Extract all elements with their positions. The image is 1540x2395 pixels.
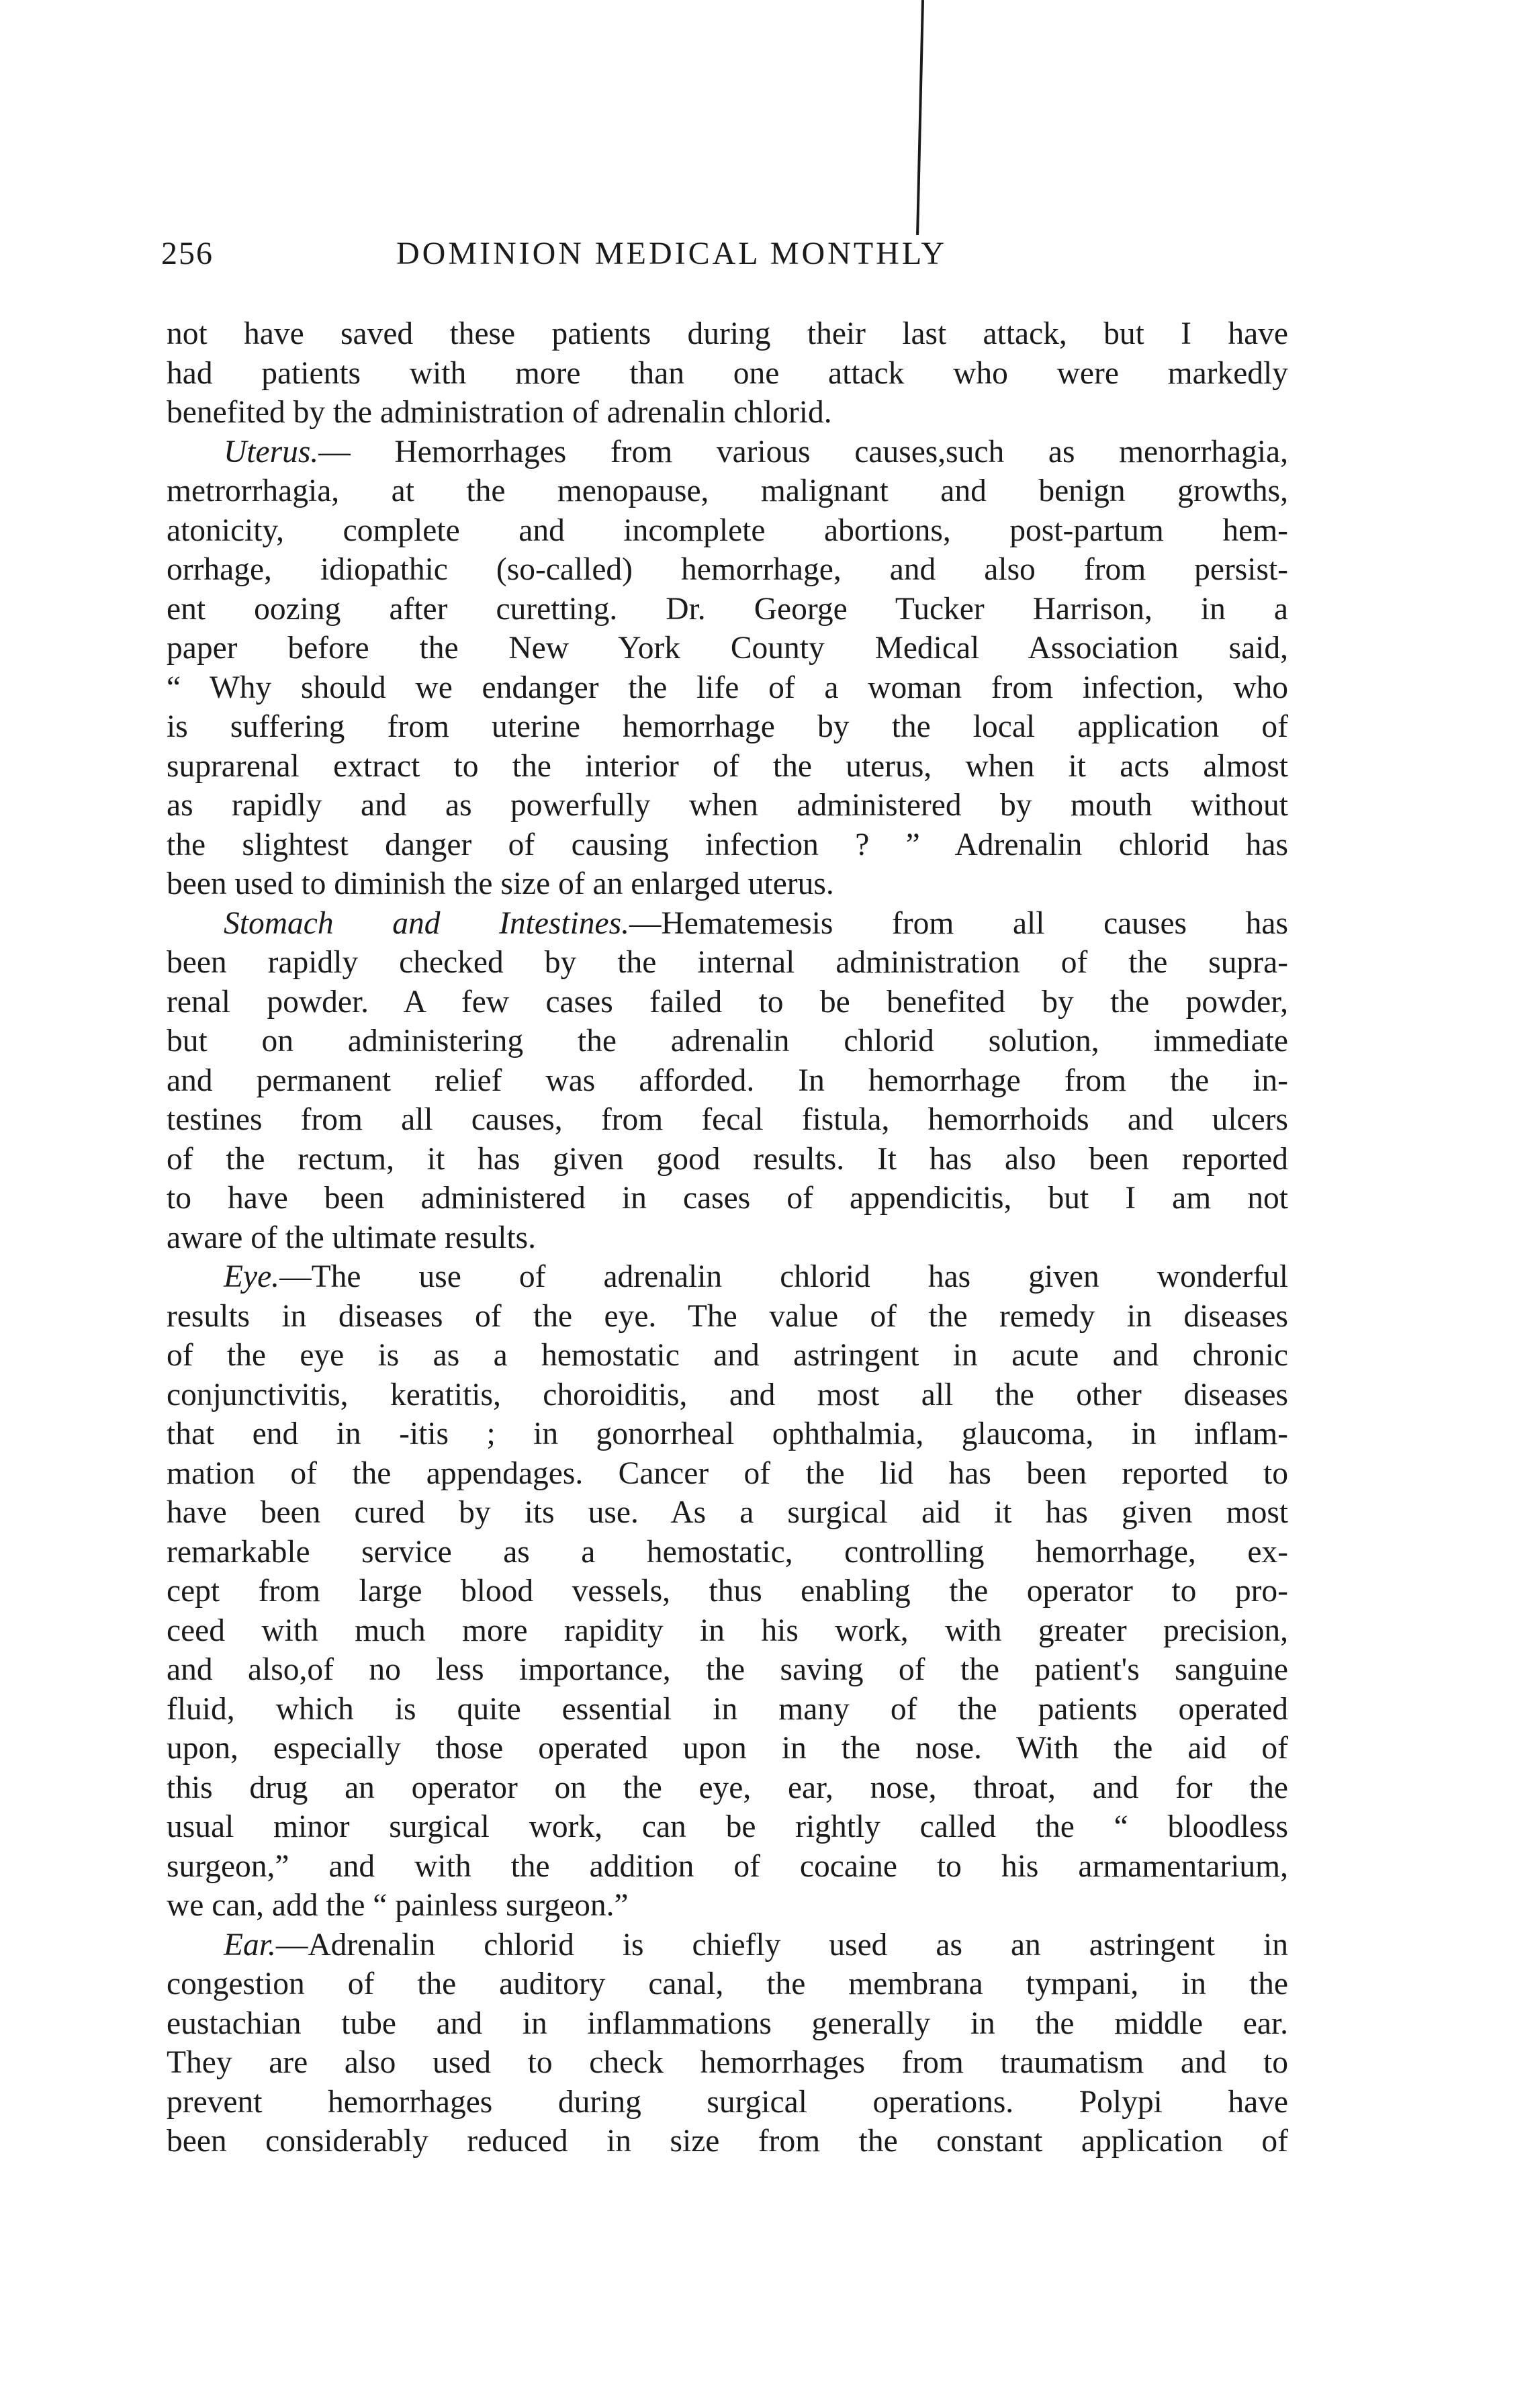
text-line: eustachian tube and in inflammations generally in the middle ear.: [167, 2005, 1288, 2041]
text-line: to have been administered in cases of appendicitis, but I am not: [167, 1181, 1288, 1216]
text-line-content: —Adrenalin chlorid is chiefly used as an astringent in: [275, 1927, 1288, 1962]
page-number: 256: [161, 236, 214, 271]
text-line: is suffering from uterine hemorrhage by the local application of: [167, 709, 1288, 744]
text-line: [167, 1257, 1288, 1297]
text-line: had patients with more than one attack who were markedly: [167, 355, 1288, 391]
text-line: been used to diminish the size of an enlarged uterus.: [167, 866, 834, 901]
text-line: usual minor surgical work, can be rightly called the “ bloodless: [167, 1809, 1288, 1844]
text-line: congestion of the auditory canal, the membrana tympani, in the: [167, 1967, 1288, 2001]
text-line: the slightest danger of causing infection ? ” Adrenalin chlorid has: [167, 827, 1288, 862]
text-line: prevent hemorrhages during surgical operations. Polypi have: [167, 2084, 1288, 2120]
text-line: renal powder. A few cases failed to be benefited by the powder,: [167, 984, 1288, 1020]
text-line: of the eye is as a hemostatic and astringent in acute and chronic: [167, 1338, 1288, 1373]
text-line: [167, 1926, 1288, 1965]
text-line: benefited by the administration of adrenalin chlorid.: [167, 395, 832, 430]
text-line: of the rectum, it has given good results. It has also been reported: [167, 1141, 1288, 1177]
text-line: suprarenal extract to the interior of the uterus, when it acts almost: [167, 748, 1288, 784]
text-line: that end in -itis ; in gonorrheal ophthalmia, glaucoma, in inflam-: [167, 1416, 1288, 1451]
section-heading-uterus: Uterus.: [224, 434, 319, 469]
text-line: [167, 433, 1288, 472]
text-line: conjunctivitis, keratitis, choroiditis, and most all the other diseases: [167, 1377, 1288, 1412]
text-line: mation of the appendages. Cancer of the lid has been reported to: [167, 1455, 1288, 1491]
text-line: we can, add the “ painless surgeon.”: [167, 1888, 629, 1923]
text-line-content: — Hemorrhages from various causes,such as menorrhagia,: [318, 434, 1288, 469]
text-line: and also,of no less importance, the saving of the patient's sanguine: [167, 1652, 1288, 1687]
text-line: fluid, which is quite essential in many of the patients operated: [167, 1691, 1288, 1727]
text-line: been considerably reduced in size from the constant application of: [167, 2124, 1288, 2159]
text-line: but on administering the adrenalin chlorid solution, immediate: [167, 1024, 1288, 1058]
text-line: testines from all causes, from fecal fistula, hemorrhoids and ulcers: [167, 1102, 1288, 1137]
scan-margin-line: [916, 0, 924, 235]
text-line: and permanent relief was afforded. In hemorrhage from the in-: [167, 1063, 1288, 1098]
section-heading-ear: Ear.: [224, 1927, 276, 1962]
body-text: [167, 314, 1288, 2161]
text-line: cept from large blood vessels, thus enabling the operator to pro-: [167, 1574, 1288, 1609]
section-heading-eye: Eye.: [224, 1259, 280, 1294]
text-line: surgeon,” and with the addition of cocaine to his armamentarium,: [167, 1848, 1288, 1884]
running-head: DOMINION MEDICAL MONTHLY: [396, 236, 948, 271]
text-line: [167, 904, 1288, 944]
text-line: paper before the New York County Medical Association said,: [167, 631, 1288, 666]
text-line: metrorrhagia, at the menopause, malignant and benign growths,: [167, 473, 1288, 508]
text-line: have been cured by its use. As a surgical aid it has given most: [167, 1495, 1288, 1530]
text-line: this drug an operator on the eye, ear, nose, throat, and for the: [167, 1770, 1288, 1805]
text-line: ent oozing after curetting. Dr. George Tucker Harrison, in a: [167, 591, 1288, 627]
text-line: remarkable service as a hemostatic, controlling hemorrhage, ex-: [167, 1534, 1288, 1570]
text-line-content: —Hematemesis from all causes has: [629, 905, 1288, 941]
text-line: been rapidly checked by the internal administration of the supra-: [167, 945, 1288, 980]
text-line: upon, especially those operated upon in the nose. With the aid of: [167, 1731, 1288, 1766]
section-heading-stomach: Stomach and Intestines.: [224, 905, 629, 941]
text-line: They are also used to check hemorrhages from traumatism and to: [167, 2045, 1288, 2080]
text-line: not have saved these patients during their last attack, but I have: [167, 316, 1288, 351]
text-line: “ Why should we endanger the life of a woman from infection, who: [167, 670, 1288, 705]
text-line: as rapidly and as powerfully when administered by mouth without: [167, 788, 1288, 823]
text-line: orrhage, idiopathic (so-called) hemorrhage, and also from persist-: [167, 552, 1288, 587]
text-line-content: —The use of adrenalin chlorid has given wonderful: [279, 1259, 1288, 1294]
text-line: aware of the ultimate results.: [167, 1220, 537, 1255]
text-line: results in diseases of the eye. The value of the remedy in diseases: [167, 1298, 1288, 1334]
text-line: ceed with much more rapidity in his work, with greater precision,: [167, 1613, 1288, 1648]
text-line: atonicity, complete and incomplete abortions, post-partum hem-: [167, 512, 1288, 548]
